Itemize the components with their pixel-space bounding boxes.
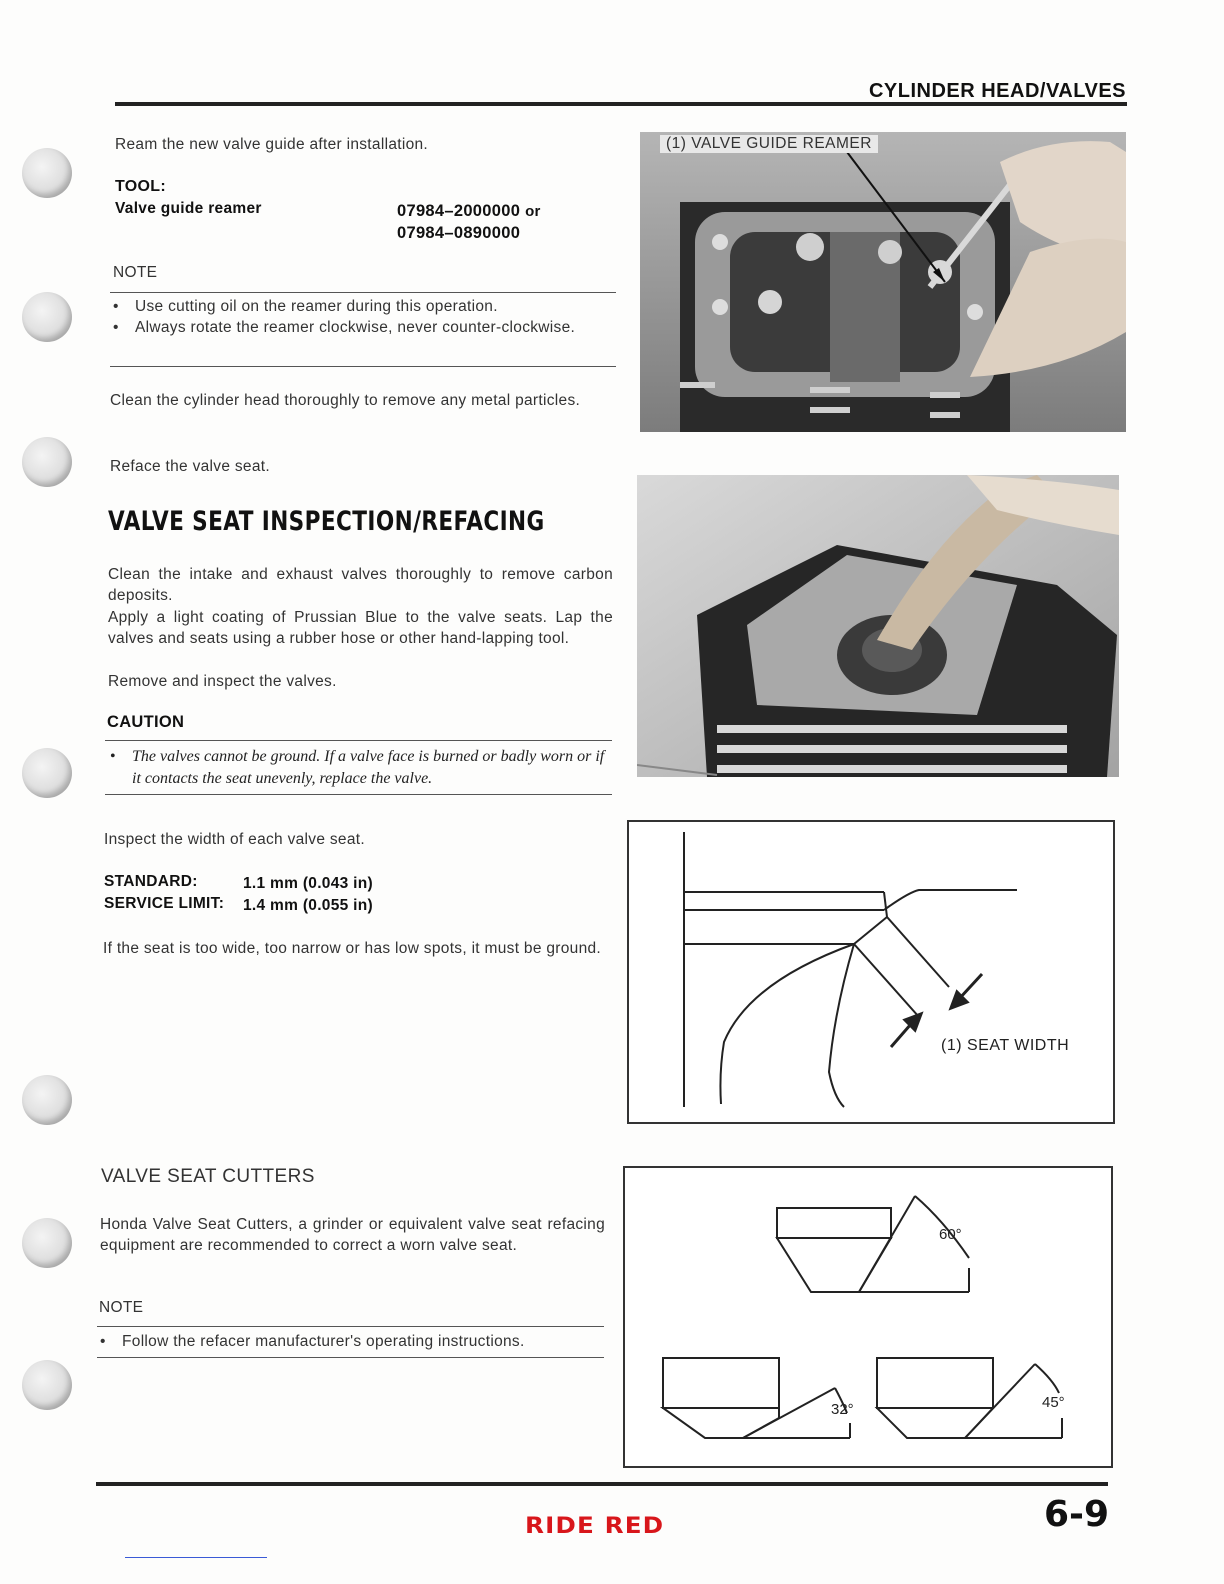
brand-logo: RIDE RED <box>525 1514 665 1539</box>
binder-hole <box>22 1218 72 1268</box>
tool-part-2: 07984–0890000 <box>397 224 521 242</box>
standard-value: 1.1 mm (0.043 in) <box>243 875 374 892</box>
footer-rule <box>96 1482 1108 1486</box>
prussian-blue-text: Apply a light coating of Prussian Blue to the valve seats. Lap the valves and seats using a rubber hose or other hand-lapping tool. <box>108 609 613 647</box>
seat-width-diagram <box>627 820 1115 1124</box>
limit-value: 1.4 mm (0.055 in) <box>243 897 374 914</box>
lapping-photo <box>637 475 1119 777</box>
note-list <box>113 296 616 338</box>
limit-label: SERVICE LIMIT: <box>104 895 225 912</box>
cutters-text: Honda Valve Seat Cutters, a grinder or equivalent valve seat refacing equipment are recommended to correct a worn valve seat. <box>100 1216 605 1254</box>
cutters-note-rule-bottom <box>97 1357 604 1358</box>
note-rule-top <box>110 292 616 293</box>
caution-rule-top <box>105 740 612 741</box>
caution-heading: CAUTION <box>107 713 185 731</box>
angle-45-label: 45° <box>1042 1394 1065 1411</box>
list-item: • Follow the refacer manufacturer's operating instructions. <box>100 1333 525 1350</box>
tool-or: or <box>525 203 541 220</box>
remove-valves-text: Remove and inspect the valves. <box>108 673 337 690</box>
inspect-text: Inspect the width of each valve seat. <box>104 831 365 848</box>
reamer-photo <box>640 132 1126 432</box>
note-rule-bottom <box>110 366 616 367</box>
binder-hole <box>22 148 72 198</box>
cutters-note-item <box>100 1331 604 1352</box>
ground-text: If the seat is too wide, too narrow or has low spots, it must be ground. <box>103 940 602 957</box>
photo1-label: (1) VALVE GUIDE REAMER <box>660 135 878 153</box>
header-rule <box>115 102 1127 106</box>
lapping-photo-image <box>637 475 1119 777</box>
section-title: CYLINDER HEAD/VALVES <box>868 80 1126 102</box>
seat-width-label: (1) SEAT WIDTH <box>941 1037 1070 1054</box>
clean-valves-text: Clean the intake and exhaust valves thoroughly to remove carbon deposits. <box>108 566 613 604</box>
footer-link-line <box>125 1557 267 1558</box>
tool-part-number <box>397 201 541 222</box>
clean-text: Clean the cylinder head thoroughly to remove any metal particles. <box>110 392 581 409</box>
binder-hole <box>22 748 72 798</box>
list-item: • Use cutting oil on the reamer during this operation. <box>113 298 498 315</box>
angle-32-label: 32° <box>831 1401 854 1418</box>
cutters-heading: VALVE SEAT CUTTERS <box>101 1166 315 1187</box>
binder-hole <box>22 1360 72 1410</box>
standard-label: STANDARD: <box>104 873 198 890</box>
cutter-angles-drawing <box>625 1168 1111 1466</box>
cutters-note-heading: NOTE <box>99 1299 144 1316</box>
caution-item <box>110 746 612 790</box>
ream-text: Ream the new valve guide after installation. <box>115 136 429 153</box>
section-heading: VALVE SEAT INSPECTION/REFACING <box>108 506 545 537</box>
list-item: • Always rotate the reamer clockwise, never counter-clockwise. <box>113 319 576 336</box>
binder-hole <box>22 437 72 487</box>
seat-width-drawing <box>629 822 1113 1122</box>
binder-hole <box>22 292 72 342</box>
note-heading: NOTE <box>113 264 158 281</box>
cutters-note-rule-top <box>97 1326 604 1327</box>
caution-rule-bottom <box>105 794 612 795</box>
angle-60-label: 60° <box>939 1226 962 1243</box>
tool-heading: TOOL: <box>115 178 166 195</box>
page-number: 6-9 <box>1043 1494 1109 1535</box>
reamer-photo-image <box>640 132 1126 432</box>
tool-name: Valve guide reamer <box>115 200 262 217</box>
list-item: • The valves cannot be ground. If a valve face is burned or badly worn or if it contacts the seat unevenly, replace the valve. <box>110 748 605 787</box>
tool-part-1: 07984–2000000 <box>397 202 521 220</box>
cutter-angles-diagram <box>623 1166 1113 1468</box>
binder-hole <box>22 1075 72 1125</box>
reface-text: Reface the valve seat. <box>110 458 270 475</box>
